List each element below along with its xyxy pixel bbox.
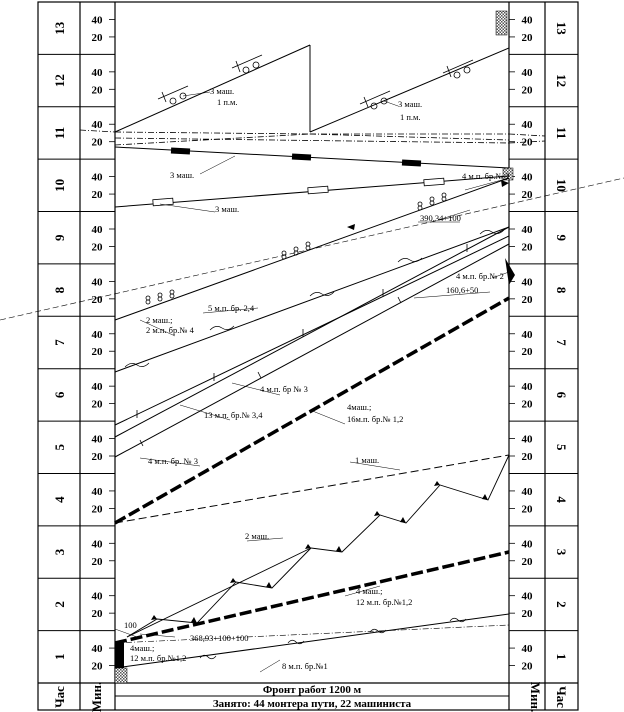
hour-label-left: 2 [52, 601, 67, 608]
label-4mp-br3-low: 4 м.п. бр. № 3 [148, 456, 198, 466]
minute-label-right: 20 [521, 660, 533, 673]
minute-label-left: 40 [91, 14, 103, 27]
minute-label-right: 20 [521, 608, 533, 621]
label-12mp-br12-b: 12 м.п. бр.№1,2 [130, 653, 187, 663]
hour-label-right: 3 [554, 548, 569, 556]
dash-dot-lines-hour-11 [80, 130, 545, 145]
label-16mp-br12: 16м.п. бр.№ 1,2 [347, 414, 404, 424]
minute-header-left: Мин. [89, 681, 104, 712]
minute-label-right: 40 [521, 224, 533, 236]
minute-label-left: 20 [91, 398, 103, 411]
frame [38, 2, 578, 710]
minute-label-left: 20 [91, 608, 103, 621]
label-4-machines-mid: 4маш.; [347, 402, 372, 412]
minute-header-right: Мин. [528, 681, 543, 712]
label-4-machines-bottom: 4маш.; [130, 643, 155, 653]
hour-label-right: 10 [554, 178, 569, 192]
minute-label-left: 20 [91, 503, 103, 516]
minute-label-right: 40 [521, 14, 533, 27]
minute-label-left: 20 [91, 241, 103, 254]
minute-label-left: 40 [91, 66, 103, 79]
minute-label-right: 40 [521, 276, 533, 289]
minute-label-right: 40 [521, 381, 533, 394]
label-368-93: 368,93+100+100 [190, 633, 249, 643]
minute-label-right: 40 [521, 485, 533, 498]
hour-header-left: Час [52, 686, 67, 708]
minute-label-left: 40 [91, 119, 103, 132]
hour-label-left: 12 [52, 74, 67, 88]
minute-label-right: 40 [521, 171, 533, 184]
label-4mp-br2-mid: 4 м.п. бр.№ 2 [456, 271, 504, 281]
hour-label-left: 6 [52, 391, 67, 399]
hour-label-right: 4 [554, 496, 569, 503]
minute-label-right: 20 [521, 451, 533, 463]
minute-label-left: 40 [91, 328, 103, 341]
zigzag-arrowheads [151, 481, 488, 623]
hour-header-right: Час [554, 686, 569, 708]
minute-label-left: 20 [91, 293, 103, 306]
minute-label-right: 40 [521, 66, 533, 79]
label-13mp-br34: 13 м.п. бр.№ 3,4 [204, 410, 263, 420]
minute-label-right: 40 [521, 328, 533, 341]
label-390-34: 390,34+100 [420, 213, 461, 223]
minute-label-right: 20 [521, 293, 533, 306]
hour-label-left: 4 [52, 496, 67, 503]
minute-label-left: 40 [91, 381, 103, 394]
minute-label-right: 40 [521, 590, 533, 603]
hour-label-right: 9 [554, 234, 569, 241]
minute-label-right: 20 [521, 346, 533, 359]
minute-label-right: 40 [521, 538, 533, 551]
minute-label-left: 20 [91, 555, 103, 568]
time-grid [38, 2, 578, 683]
minute-label-right: 20 [521, 136, 533, 149]
minute-label-right: 40 [521, 643, 533, 656]
label-4mp-br2-top: 4 м.п. бр.№ 2 [462, 171, 510, 181]
label-2-machines: 2 маш.; [146, 315, 173, 325]
hour-label-right: 7 [554, 339, 569, 346]
label-3-machines-d: 3 маш. [215, 204, 240, 214]
machines-top-1 [115, 45, 509, 132]
minute-label-right: 20 [521, 84, 533, 97]
minute-label-right: 20 [521, 241, 533, 254]
hour-label-right: 13 [554, 21, 569, 35]
black-block-bottom [115, 643, 124, 668]
label-2-machines-low: 2 маш. [245, 531, 270, 541]
work-lines-hours-7-10 [115, 178, 509, 523]
label-8mp-br1: 8 м.п. бр.№1 [282, 661, 328, 671]
front-of-works: Фронт работ 1200 м [262, 684, 362, 696]
minute-label-right: 40 [521, 119, 533, 132]
minute-label-right: 20 [521, 503, 533, 516]
hour-label-right: 6 [554, 391, 569, 399]
hour-label-left: 1 [52, 653, 67, 661]
hatched-block-top [496, 11, 507, 35]
hour-label-right: 12 [554, 74, 569, 88]
label-4-machines-low: 4 маш.; [356, 586, 383, 596]
label-1-pm-a: 1 п.м. [217, 97, 238, 107]
minute-label-right: 40 [521, 433, 533, 446]
zigzag-1-machine [311, 455, 509, 552]
minute-label-left: 20 [91, 136, 103, 149]
hour-label-left: 5 [52, 444, 67, 451]
hour-label-left: 13 [52, 21, 67, 35]
minute-label-right: 20 [521, 31, 533, 44]
label-4mp-br3-mid: 4 м.п. бр № 3 [260, 384, 308, 394]
hour-label-right: 11 [554, 126, 569, 140]
label-12mp-br12-a: 12 м.п. бр.№1,2 [356, 597, 413, 607]
occupied-staff: Занято: 44 монтера пути, 22 машиниста [212, 698, 412, 710]
minute-label-right: 20 [521, 555, 533, 568]
hour-label-left: 7 [52, 339, 67, 346]
minute-label-left: 40 [91, 485, 103, 498]
hour-label-left: 3 [52, 548, 67, 556]
label-5mp-br24: 5 м.п. бр. 2,4 [208, 303, 255, 313]
minute-label-left: 40 [91, 590, 103, 603]
minute-label-left: 40 [91, 224, 103, 236]
minute-label-left: 40 [91, 538, 103, 551]
hatched-block-bottom [115, 668, 127, 683]
minute-label-left: 20 [91, 31, 103, 44]
minute-label-left: 20 [91, 660, 103, 673]
label-1-machine: 1 маш. [355, 455, 380, 465]
hour-label-right: 2 [554, 601, 569, 608]
hour-label-left: 8 [52, 286, 67, 294]
hour-label-right: 5 [554, 444, 569, 451]
minute-label-right: 20 [521, 398, 533, 411]
minute-label-right: 20 [521, 189, 533, 202]
hour-label-right: 1 [554, 653, 569, 661]
minute-label-left: 20 [91, 451, 103, 463]
hour-label-right: 8 [554, 286, 569, 294]
minute-label-left: 40 [91, 643, 103, 656]
label-1-pm-b: 1 п.м. [400, 112, 421, 122]
label-160-6: 160,6+50 [446, 285, 479, 295]
label-3-machines-b: 3 маш. [398, 99, 423, 109]
hour-label-left: 9 [52, 234, 67, 241]
label-3-machines-c: 3 маш. [170, 170, 195, 180]
label-2mp-br4: 2 м.п. бр.№ 4 [146, 325, 194, 335]
minute-label-left: 40 [91, 171, 103, 184]
minute-label-left: 20 [91, 346, 103, 359]
hour-label-left: 10 [52, 178, 67, 192]
machines-line-white [115, 176, 509, 212]
hour-label-left: 11 [52, 126, 67, 140]
minute-label-left: 20 [91, 84, 103, 97]
minute-label-left: 40 [91, 276, 103, 289]
label-100: 100 [124, 620, 137, 630]
minute-label-left: 40 [91, 433, 103, 446]
minute-label-left: 20 [91, 189, 103, 202]
label-3-machines-a: 3 маш. [210, 86, 235, 96]
direction-arrows [347, 180, 515, 285]
